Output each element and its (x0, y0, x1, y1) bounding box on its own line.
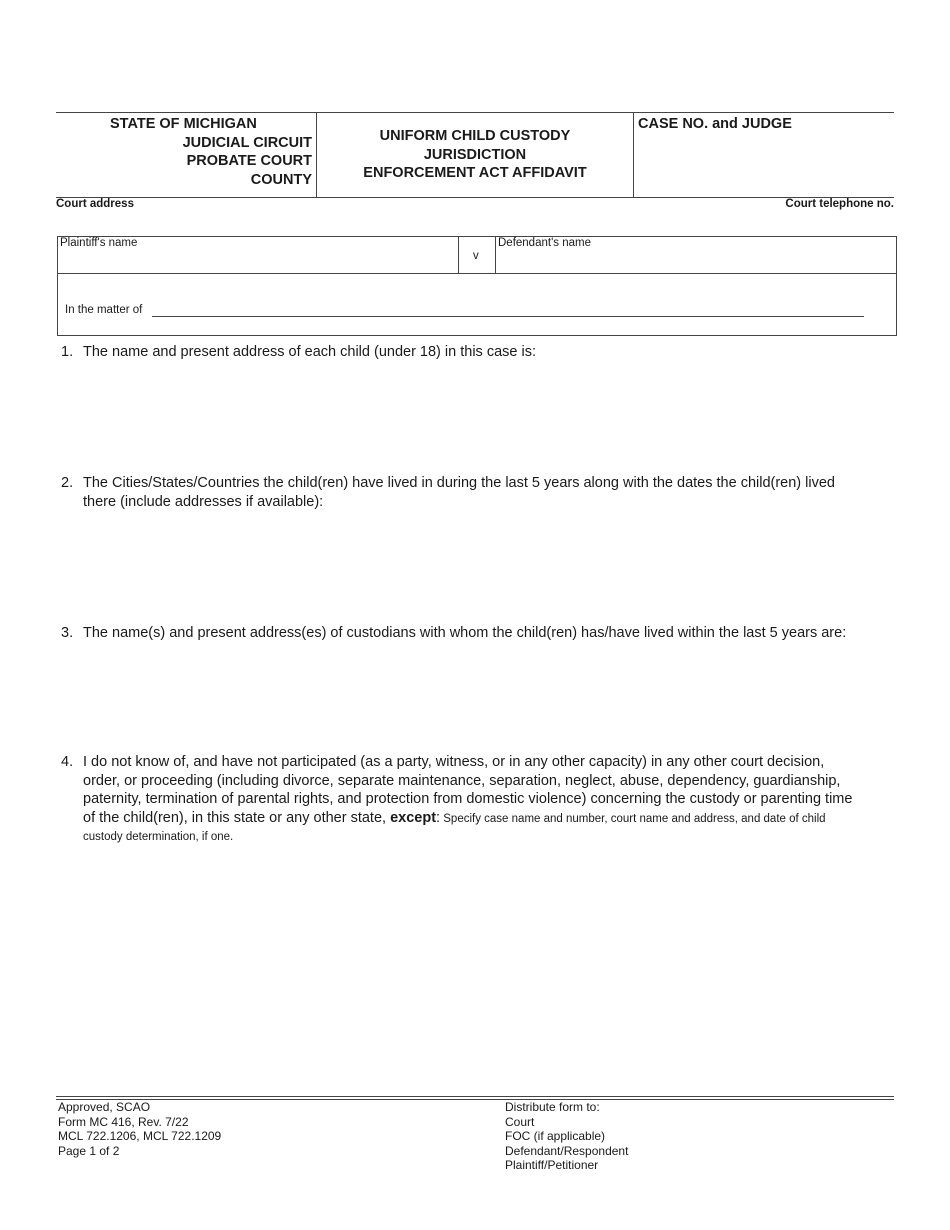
item-2 (61, 474, 911, 514)
court-designation (56, 113, 317, 197)
court-address-label: Court address (56, 198, 134, 210)
state-label: STATE OF MICHIGAN (110, 116, 257, 132)
distribution-heading: Distribute form to: (505, 1100, 600, 1114)
court-telephone-label: Court telephone no. (785, 198, 894, 210)
instruction-text: custody determination, if one. (83, 831, 234, 843)
page-number: Page 1 of 2 (58, 1143, 120, 1158)
form-title-line: JURISDICTION (423, 146, 527, 163)
except-colon: : (436, 809, 441, 826)
footer-rule (56, 1096, 894, 1097)
versus-label: v (473, 250, 479, 262)
item-text: there (include addresses if available): (83, 493, 324, 510)
item-text: The name(s) and present address(es) of custodians with whom the child(ren) has/have lived within the last 5 years are: (83, 625, 847, 641)
item-text-last-line (83, 809, 826, 829)
item-text: I do not know of, and have not participated (as a party, witness, or in any other capacity) in any other court decision, (83, 754, 825, 770)
county-label: COUNTY (250, 171, 312, 188)
form-number: Form MC 416, Rev. 7/22 (58, 1114, 189, 1129)
item-3 (61, 624, 911, 644)
item-text: paternity, termination of parental rights, and protection from domestic violence) concerning the custody or parenting time (83, 791, 853, 807)
plaintiff-name-field[interactable] (58, 237, 459, 273)
form-approval-info (58, 1100, 358, 1158)
item-number: 2. (61, 475, 74, 491)
item-number: 1. (61, 344, 74, 360)
instruction-text: Specify case name and number, court name and address, and date of child (440, 812, 826, 825)
defendant-name-label: Defendant's name (498, 237, 591, 249)
item-1 (61, 343, 911, 363)
except-emphasis: except (390, 809, 437, 826)
defendant-name-field[interactable] (496, 237, 896, 273)
form-header (56, 112, 894, 198)
item-number: 4. (61, 754, 74, 770)
item-text: The Cities/States/Countries the child(ren) have lived in during the last 5 years along with the dates the child(ren) lived (83, 475, 835, 491)
distribution-item: Court (505, 1114, 535, 1129)
item-4 (61, 753, 921, 853)
plaintiff-name-label: Plaintiff's name (60, 237, 138, 249)
approval-line: Approved, SCAO (58, 1100, 151, 1114)
item-text: The name and present address of each child (under 18) in this case is: (83, 344, 536, 360)
matter-of-input-line[interactable] (152, 316, 864, 317)
case-number-field[interactable] (634, 113, 894, 197)
judicial-circuit-label: JUDICIAL CIRCUIT (182, 134, 312, 151)
versus-cell (459, 237, 496, 273)
form-title-line: UNIFORM CHILD CUSTODY (379, 128, 571, 144)
item-text: of the child(ren), in this state or any other state, (83, 809, 391, 826)
probate-court-label: PROBATE COURT (186, 153, 312, 169)
party-divider (58, 273, 896, 274)
distribution-item: Defendant/Respondent (505, 1143, 629, 1158)
statute-reference: MCL 722.1206, MCL 722.1209 (58, 1129, 222, 1143)
parties-section (57, 236, 897, 336)
item-text: order, or proceeding (including divorce, separate maintenance, separation, neglect, abuse, dependency, guardianship, (83, 772, 841, 789)
item-number: 3. (61, 625, 74, 641)
form-title (317, 113, 634, 197)
distribution-item: FOC (if applicable) (505, 1129, 606, 1143)
distribution-list (505, 1100, 805, 1173)
case-number-label: CASE NO. and JUDGE (638, 116, 792, 132)
matter-of-label: In the matter of (65, 304, 143, 316)
form-title-line: ENFORCEMENT ACT AFFIDAVIT (363, 165, 587, 181)
distribution-item: Plaintiff/Petitioner (505, 1158, 599, 1172)
